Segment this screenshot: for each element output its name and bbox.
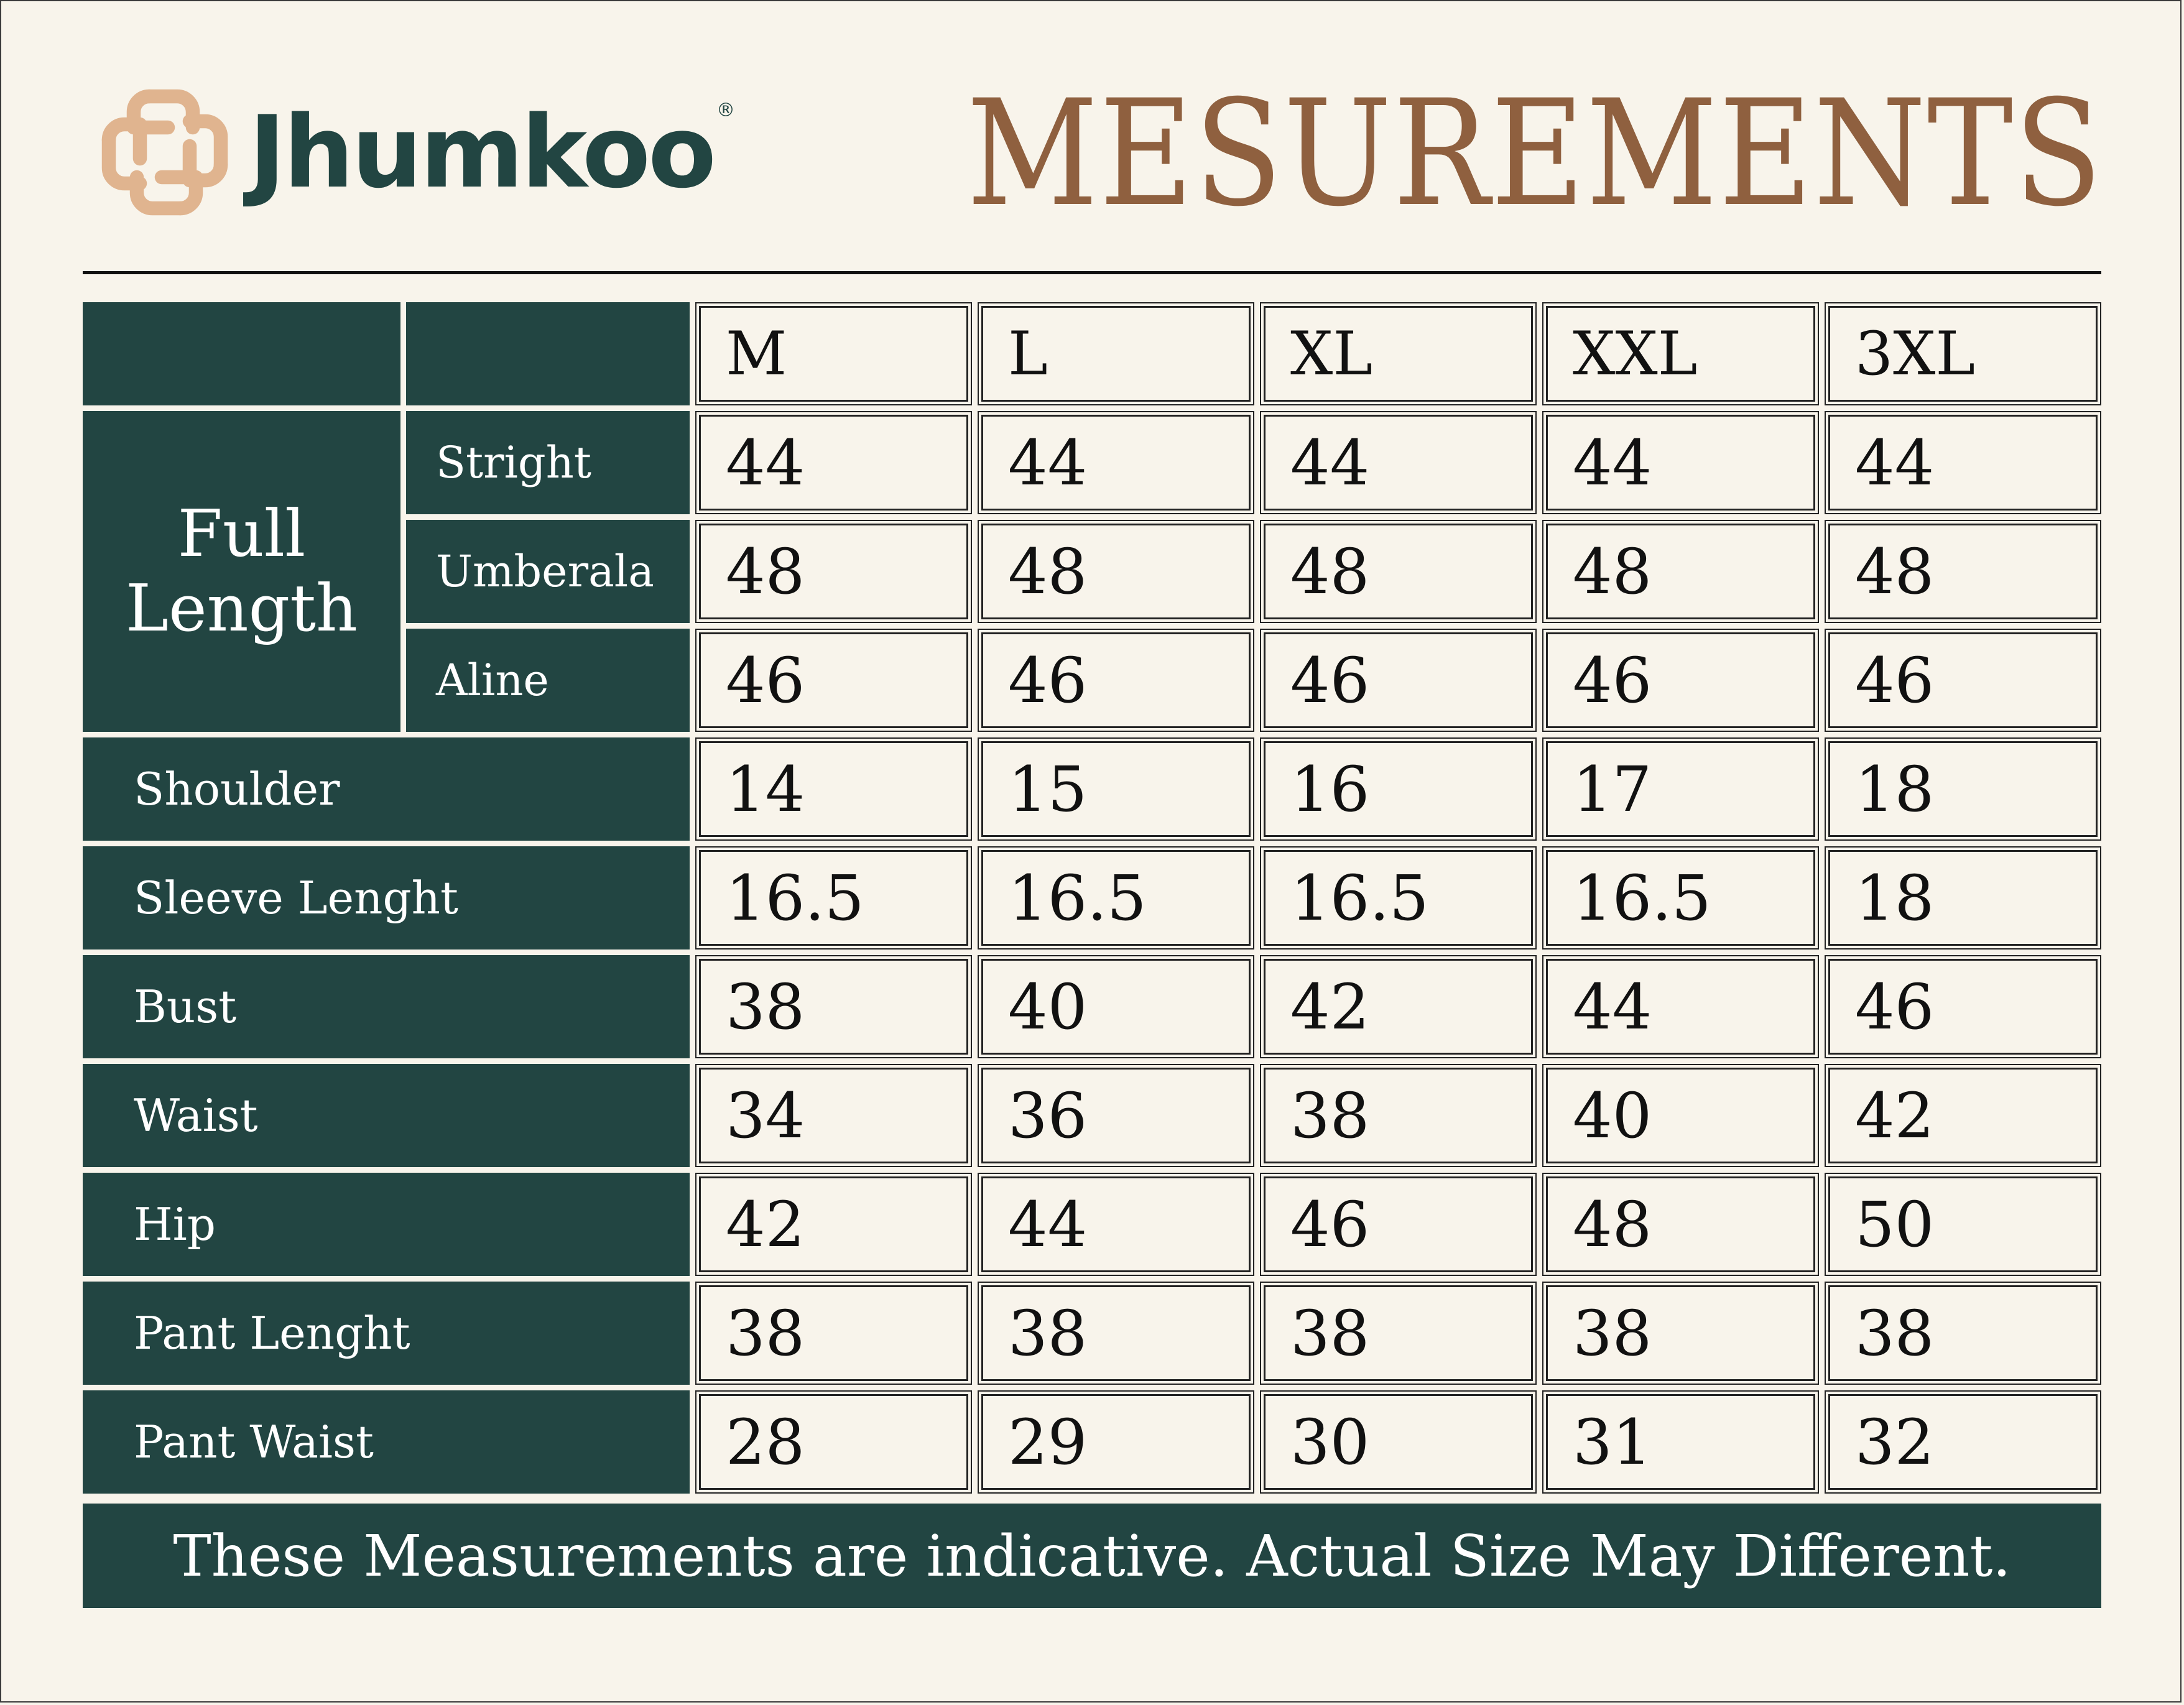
value-cell: 34 (699, 1068, 968, 1163)
value-cell: 44 (1264, 415, 1533, 511)
value-cell: 46 (1546, 632, 1815, 728)
value-cell: 16 (1264, 741, 1533, 837)
size-header-xxl: XXL (1546, 306, 1815, 402)
value-cell: 31 (1546, 1394, 1815, 1490)
value-cell: 50 (1828, 1176, 2098, 1272)
value-cell: 44 (1546, 415, 1815, 511)
value-cell: 16.5 (1264, 850, 1533, 946)
size-header-m: M (699, 306, 968, 402)
value-cell: 16.5 (1546, 850, 1815, 946)
brand-name: Jhumkoo (249, 94, 715, 210)
size-header-l: L (981, 306, 1251, 402)
value-cell: 44 (1546, 959, 1815, 1055)
full-length-label: Full Length (83, 411, 400, 732)
value-cell: 46 (1828, 959, 2098, 1055)
value-cell: 44 (981, 1176, 1251, 1272)
value-cell: 16.5 (981, 850, 1251, 946)
page-title: MESUREMENTS (966, 69, 2103, 239)
value-cell: 38 (1828, 1285, 2098, 1381)
size-header-xl: XL (1264, 306, 1533, 402)
row-label-shoulder: Shoulder (83, 737, 690, 841)
value-cell: 40 (981, 959, 1251, 1055)
value-cell: 15 (981, 741, 1251, 837)
value-cell: 46 (1264, 1176, 1533, 1272)
registered-mark: ® (716, 99, 736, 121)
header-divider (83, 271, 2101, 274)
value-cell: 44 (981, 415, 1251, 511)
value-cell: 18 (1828, 741, 2098, 837)
row-label-pant-length: Pant Lenght (83, 1282, 690, 1385)
value-cell: 38 (1264, 1068, 1533, 1163)
size-chart-table (83, 302, 2101, 1494)
row-label-waist: Waist (83, 1064, 690, 1167)
value-cell: 17 (1546, 741, 1815, 837)
knot-logo-icon (87, 75, 243, 230)
corner-cell (83, 302, 400, 405)
value-cell: 48 (1828, 524, 2098, 619)
value-cell: 46 (1264, 632, 1533, 728)
value-cell: 44 (699, 415, 968, 511)
sublabel-aline: Aline (406, 629, 690, 732)
value-cell: 48 (1546, 1176, 1815, 1272)
value-cell: 38 (1546, 1285, 1815, 1381)
value-cell: 38 (1264, 1285, 1533, 1381)
value-cell: 46 (1828, 632, 2098, 728)
value-cell: 28 (699, 1394, 968, 1490)
disclaimer-banner: These Measurements are indicative. Actual Size May Different. (83, 1504, 2101, 1608)
value-cell: 16.5 (699, 850, 968, 946)
value-cell: 44 (1828, 415, 2098, 511)
value-cell: 36 (981, 1068, 1251, 1163)
row-label-hip: Hip (83, 1173, 690, 1276)
value-cell: 18 (1828, 850, 2098, 946)
value-cell: 48 (1264, 524, 1533, 619)
value-cell: 42 (699, 1176, 968, 1272)
brand-logo (87, 75, 735, 230)
value-cell: 48 (981, 524, 1251, 619)
value-cell: 30 (1264, 1394, 1533, 1490)
row-label-sleeve-length: Sleeve Lenght (83, 846, 690, 950)
value-cell: 46 (981, 632, 1251, 728)
sublabel-umberala: Umberala (406, 520, 690, 623)
value-cell: 48 (1546, 524, 1815, 619)
sublabel-stright: Stright (406, 411, 690, 514)
value-cell: 40 (1546, 1068, 1815, 1163)
row-label-pant-waist: Pant Waist (83, 1390, 690, 1494)
corner-cell (406, 302, 690, 405)
value-cell: 42 (1264, 959, 1533, 1055)
value-cell: 29 (981, 1394, 1251, 1490)
value-cell: 46 (699, 632, 968, 728)
value-cell: 42 (1828, 1068, 2098, 1163)
size-header-3xl: 3XL (1828, 306, 2098, 402)
value-cell: 38 (699, 959, 968, 1055)
value-cell: 32 (1828, 1394, 2098, 1490)
value-cell: 38 (981, 1285, 1251, 1381)
row-label-bust: Bust (83, 955, 690, 1058)
value-cell: 14 (699, 741, 968, 837)
value-cell: 48 (699, 524, 968, 619)
value-cell: 38 (699, 1285, 968, 1381)
